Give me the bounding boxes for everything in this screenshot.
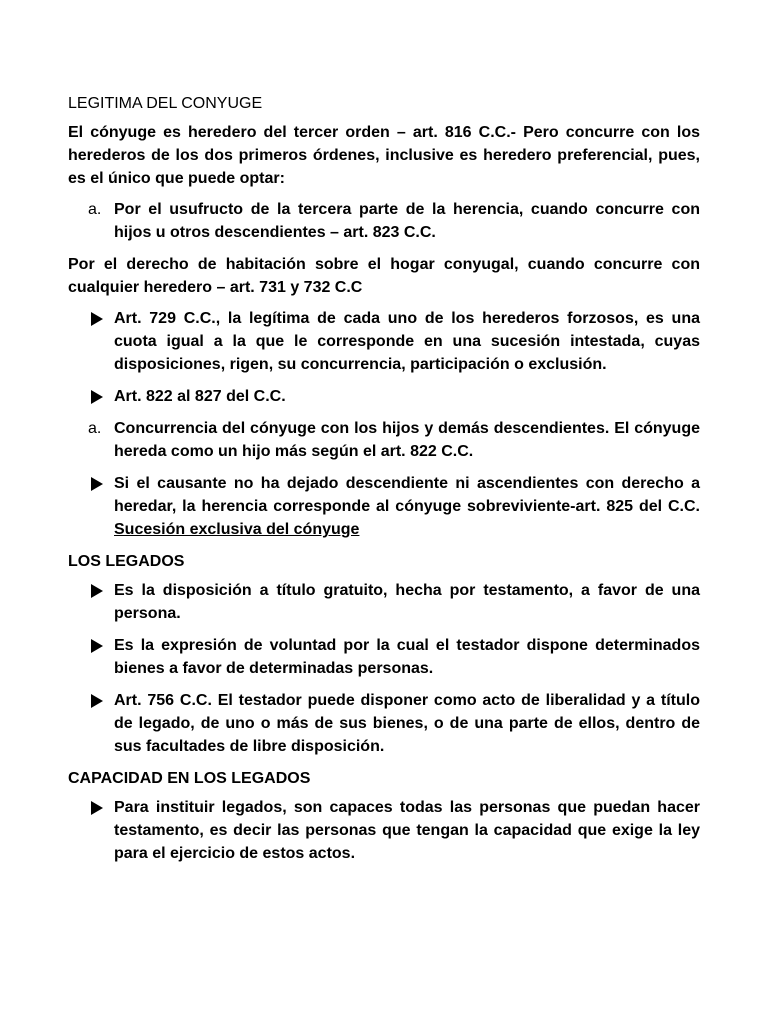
list-item-disposicion [68,579,700,625]
list-item-text: Art. 822 al 827 del C.C. [114,388,286,405]
section-heading-legitima: LEGITIMA DEL CONYUGE [68,95,263,112]
list-item-concurrencia [68,417,700,463]
list-item-text: Concurrencia del cónyuge con los hijos y demás descendientes. El cónyuge hereda como un hijo más según el art. 822 C.C. [114,420,700,460]
list-item-usufructo [68,198,700,244]
list-item-text: Es la disposición a título gratuito, hecha por testamento, a favor de una persona. [114,582,700,622]
list-marker-a: a. [88,420,102,437]
list-marker-a: a. [88,201,102,218]
list-item-text: Si el causante no ha dejado descendiente ni ascendientes con derecho a heredar, la herencia corresponde al cónyuge sobreviviente-art. 825 del C.C. [114,475,700,515]
paragraph-derecho-habitacion: Por el derecho de habitación sobre el hogar conyugal, cuando concurre con cualquier heredero – art. 731 y 732 C.C [68,256,700,296]
paragraph-conyuge-heredero: El cónyuge es heredero del tercer orden – art. 816 C.C.- Pero concurre con los herederos de los dos primeros órdenes, inclusive es heredero preferencial, pues, es el único que puede optar: [68,124,700,187]
underlined-phrase-sucesion: Sucesión exclusiva del cónyuge [114,521,360,538]
list-item-causante [68,472,700,541]
list-item-art-756 [68,689,700,758]
document-page [68,92,700,874]
list-item-expresion [68,634,700,680]
list-item-text: Por el usufructo de la tercera parte de la herencia, cuando concurre con hijos u otros descendientes – art. 823 C.C. [114,201,700,241]
section-heading-capacidad: CAPACIDAD EN LOS LEGADOS [68,770,311,787]
list-item-text: Es la expresión de voluntad por la cual el testador dispone determinados bienes a favor de determinadas personas. [114,637,700,677]
list-item-art-822-827 [68,385,700,408]
section-heading-legados: LOS LEGADOS [68,553,185,570]
list-item-text: Art. 756 C.C. El testador puede disponer como acto de liberalidad y a título de legado, de uno o más de sus bienes, o de una parte de ellos, dentro de sus facultades de libre disposición. [114,692,700,755]
list-item-text: Art. 729 C.C., la legítima de cada uno de los herederos forzosos, es una cuota igual a la que le corresponde en una sucesión intestada, cuyas disposiciones, rigen, su concurrencia, participación o exclusión. [114,310,700,373]
list-item-art-729 [68,307,700,376]
list-item-instituir [68,796,700,865]
list-item-text: Para instituir legados, son capaces todas las personas que puedan hacer testamento, es decir las personas que tengan la capacidad que exige la ley para el ejercicio de estos actos. [114,799,700,862]
